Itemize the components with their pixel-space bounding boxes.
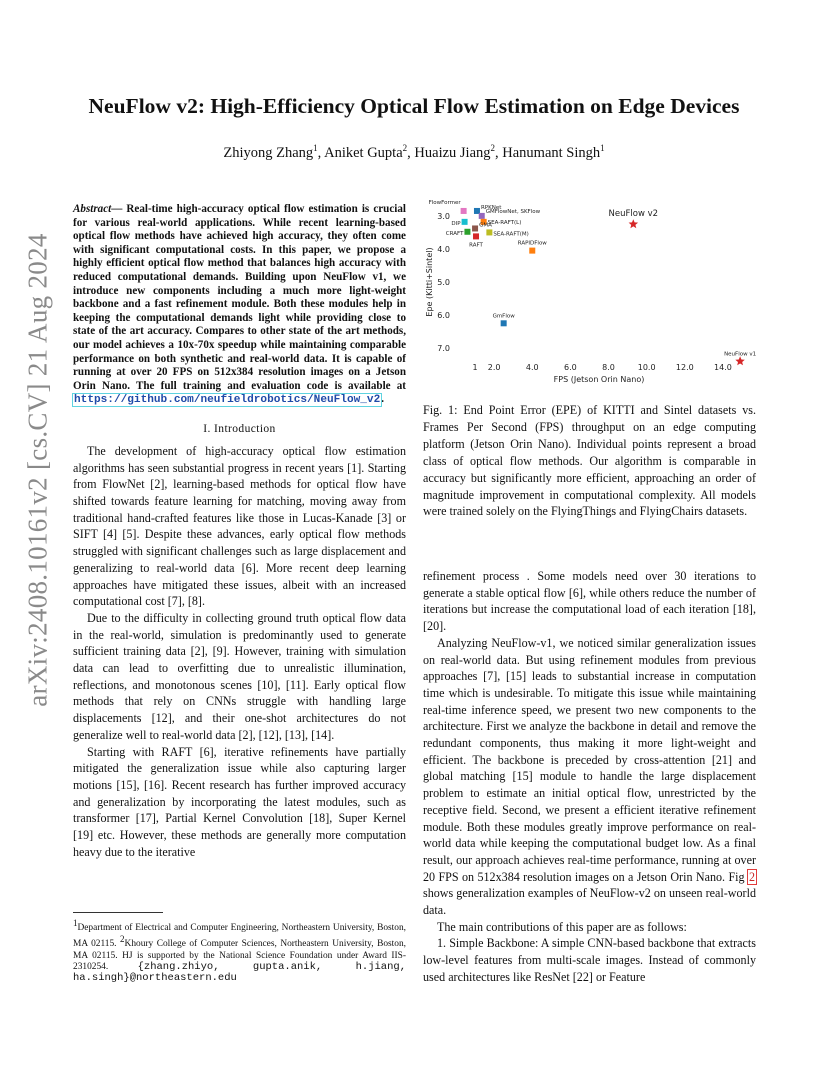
point-label: NeuFlow v2 [608,209,659,220]
body-paragraph: The development of high-accuracy optical flow estimation algorithms has seen substantial progress in recent years [1]. Starting from FlowNet [2], learning-based methods for optical flow have shifted towards feature learning for matching, moving away from traditional hand-crafted features like those in Lucas-Kanade [3] or SIFT [4] [5]. Despite these advances, early optical flow methods struggled with significant challenges such as large displacement and generalizing to real-world data [6]. More recent deep learning approaches have mitigated these issues, albeit with an increased computational cost [7], [8]. [73,443,406,609]
author-line: Zhiyong Zhang$^1$, Aniket Gupta$^2$, Huaizu Jiang$^2$, Hanumant Singh$^1$ [223,143,605,161]
point-label: GMA [479,222,492,229]
author-affiliation: 2 [402,143,408,153]
point-label: SEA-RAFT(M) [493,231,529,238]
y-tick-label: 3.0 [437,211,450,221]
x-tick-label: 4.0 [525,363,539,372]
body-paragraph: Due to the difficulty in collecting ground truth optical flow data in the real-world, simulation is predominantly used to generate sufficient training data [2], [9]. However, training with simulation data can lead to overfitting due to unrealistic illumination, reflections, and monotonous scenes [10], [11]. Early optical flow methods that rely on CNNs struggle with handling large displacements [12], and their one-shot architectures do not generalize well to real-world data [2], [12], [13], [14]. [73,610,406,742]
y-tick-label: 4.0 [437,244,450,254]
square-marker [529,248,535,254]
body-paragraph [423,635,756,919]
body-paragraph: Starting with RAFT [6], iterative refinements have partially mitigated the generalization issue while also capturing larger motions [15], [16]. Recent research has further improved accuracy and generalization by incorporating the latest modules, such as transformer [17], Partial Kernel Convolution [18], Super Kernel [19] etc. However, these methods are generally more computation heavy due to the iterative [73,744,406,859]
point-label: GmFlow [492,313,515,320]
abstract-heading: Abstract [73,203,112,215]
body-paragraph: refinement process . Some models need over 30 iterations to generate a stable optical flow [6], while others reduce the number of iterations but increase the computational load of each iteration [18], [20]. [423,569,756,634]
author-affiliation: 1 [600,143,605,153]
square-marker [479,213,485,219]
author-name: Hanumant Singh [502,144,601,161]
x-tick-label: 14.0 [714,363,732,372]
point-label: FlowFormer [428,200,461,206]
square-marker [462,219,468,225]
code-repository-link[interactable]: https://github.com/neufieldrobotics/NeuFlow_v2 [74,394,381,407]
point-label: DIP [451,220,461,227]
body-paragraph: The main contributions of this paper are as follows: [437,919,687,934]
section-heading-introduction: I. Introduction [203,422,276,435]
left-column [73,203,406,860]
paragraph-text: shows generalization examples of NeuFlow-v2 on unseen real-world data. [423,886,756,918]
star-marker [629,219,639,228]
author-name: Zhiyong Zhang [223,144,314,161]
author-name: Huaizu Jiang [414,144,491,161]
footnote-affiliation-1: Department of Electrical and Computer Engineering, Northeastern University, Boston, MA 02115. [73,923,406,950]
footnote-emails: {zhang.zhiyo, gupta.anik, h.jiang, ha.singh}@northeastern.edu [73,960,406,985]
paper-title: NeuFlow v2: High-Efficiency Optical Flow Estimation on Edge Devices [88,94,740,118]
point-label: RAFT [469,242,483,249]
x-tick-label: 10.0 [637,363,656,372]
x-axis-label: FPS (Jetson Orin Nano) [553,375,645,384]
right-column [423,568,756,986]
abstract-body: — Real-time high-accuracy optical flow estimation is crucial for various real-world applications. While recent learning-based optical flow methods have achieved high accuracy, they often come with significant computational costs. In this paper, we propose a highly efficient optical flow method that balances high accuracy with reduced computational demands. Building upon NeuFlow v1, we introduce new components including a much more light-weight backbone and a fast refinement module. Both these modules help in keeping the computational demands light while providing close to state of the art accuracy. Compares to other state of the art methods, our model achieves a 10x-70x speedup while maintaining comparable performance on both synthetic and real-world data. It is capable of running at over 20 FPS on 512x384 resolution images on a Jetson Orin Nano. The full training and evaluation code is available at [73,203,406,392]
point-label: GMFlowNet, SKFlow [485,208,541,215]
x-tick-label: 1 [472,363,478,372]
square-marker [472,225,478,231]
paragraph-text: Analyzing NeuFlow-v1, we noticed similar generalization issues on real-world data. But using refinement modules from previous approaches [7], [15] leads to substantial increase in computation time which is undesirable. To mitigate this issue while maintaining real-time inference speed, we present two new components to the architecture. First we analyze the backbone in detail and remove the redundant components, thus making it more light-weight and efficient. The backbone is preceded by cross-attention [21] and global matching [15] module to handle the large displacement problem to estimate an initial optical flow, unrestricted by the receptive field. Second, we present a efficient iterative refinement module. Both these modules greatly improve performance on real-world data while keeping the computational budget low. As a final result, our approach achieves real-time performance, running at over 20 FPS on 512x384 resolution images on a Jetson Orin Nano. Fig [423,635,756,884]
square-marker [501,320,507,326]
footnote-rule [73,912,163,913]
arxiv-identifier-text: arXiv:2408.10161v2 [cs.CV] 21 Aug 2024 [22,233,53,707]
abstract [73,203,406,408]
author-affiliation: 2 [490,143,496,153]
square-marker [486,229,492,235]
figure-1-chart [420,200,760,390]
epe-vs-fps-scatter-plot [420,200,760,390]
point-label: RAPIDFlow [517,240,547,247]
y-tick-label: 6.0 [437,311,450,321]
affiliation-footnote: $^1$Department of Electrical and Computer Engineering, Northeastern University, Boston, MA 02115. $^2$Khoury College of Computer Sciences, Northeastern University, Boston, MA 02115. HJ is supported by the National Science Foundation under Award IIS-2310254. {zhang.zhiyo, gupta.anik, h.jiang, ha.singh}@northeastern.edu [73,918,406,984]
y-tick-label: 5.0 [437,278,450,287]
point-label: CRAFT [445,230,464,237]
square-marker [473,233,479,239]
star-marker [735,356,745,365]
point-label: NeuFlow v1 [724,351,757,358]
x-tick-label: 2.0 [487,363,501,372]
point-label: SEA-RAFT(L) [487,219,522,226]
square-marker [464,229,470,235]
figure-1-caption: Fig. 1: End Point Error (EPE) of KITTI and Sintel datasets vs. Frames Per Second (FPS) throughput on an edge computing platform (Jetson Orin Nano). Individual points represent a broad class of optical flow methods. Our algorithm is comparable in accuracy but significantly more efficient, approaching an order of magnitude improvement in computational complexity. All models were trained solely on the FlyingThings and FlyingChairs datasets. [423,403,756,519]
x-tick-label: 12.0 [675,363,694,372]
footnote-affiliation-2: Khoury College of Computer Sciences, Northeastern University, Boston, MA 02115. HJ is supported by the National Science Foundation under Award IIS-2310254. [73,939,406,972]
figure-reference-link[interactable]: 2 [748,869,755,884]
arxiv-identifier-stamp [18,0,58,1072]
abstract-end: . [381,393,385,406]
x-tick-label: 6.0 [564,363,577,372]
body-paragraph: 1. Simple Backbone: A simple CNN-based backbone that extracts low-level features from multi-scale images. Instead of commonly used architectures like ResNet [22] or Feature [423,936,756,984]
square-marker [461,208,467,214]
author-affiliation: 1 [313,143,318,153]
point-label: RPKNet [480,204,502,211]
y-axis-label: Epe (Kitti+Sintel) [425,247,434,317]
y-tick-label: 7.0 [437,344,450,354]
author-name: Aniket Gupta [324,144,403,161]
x-tick-label: 8.0 [602,363,615,372]
